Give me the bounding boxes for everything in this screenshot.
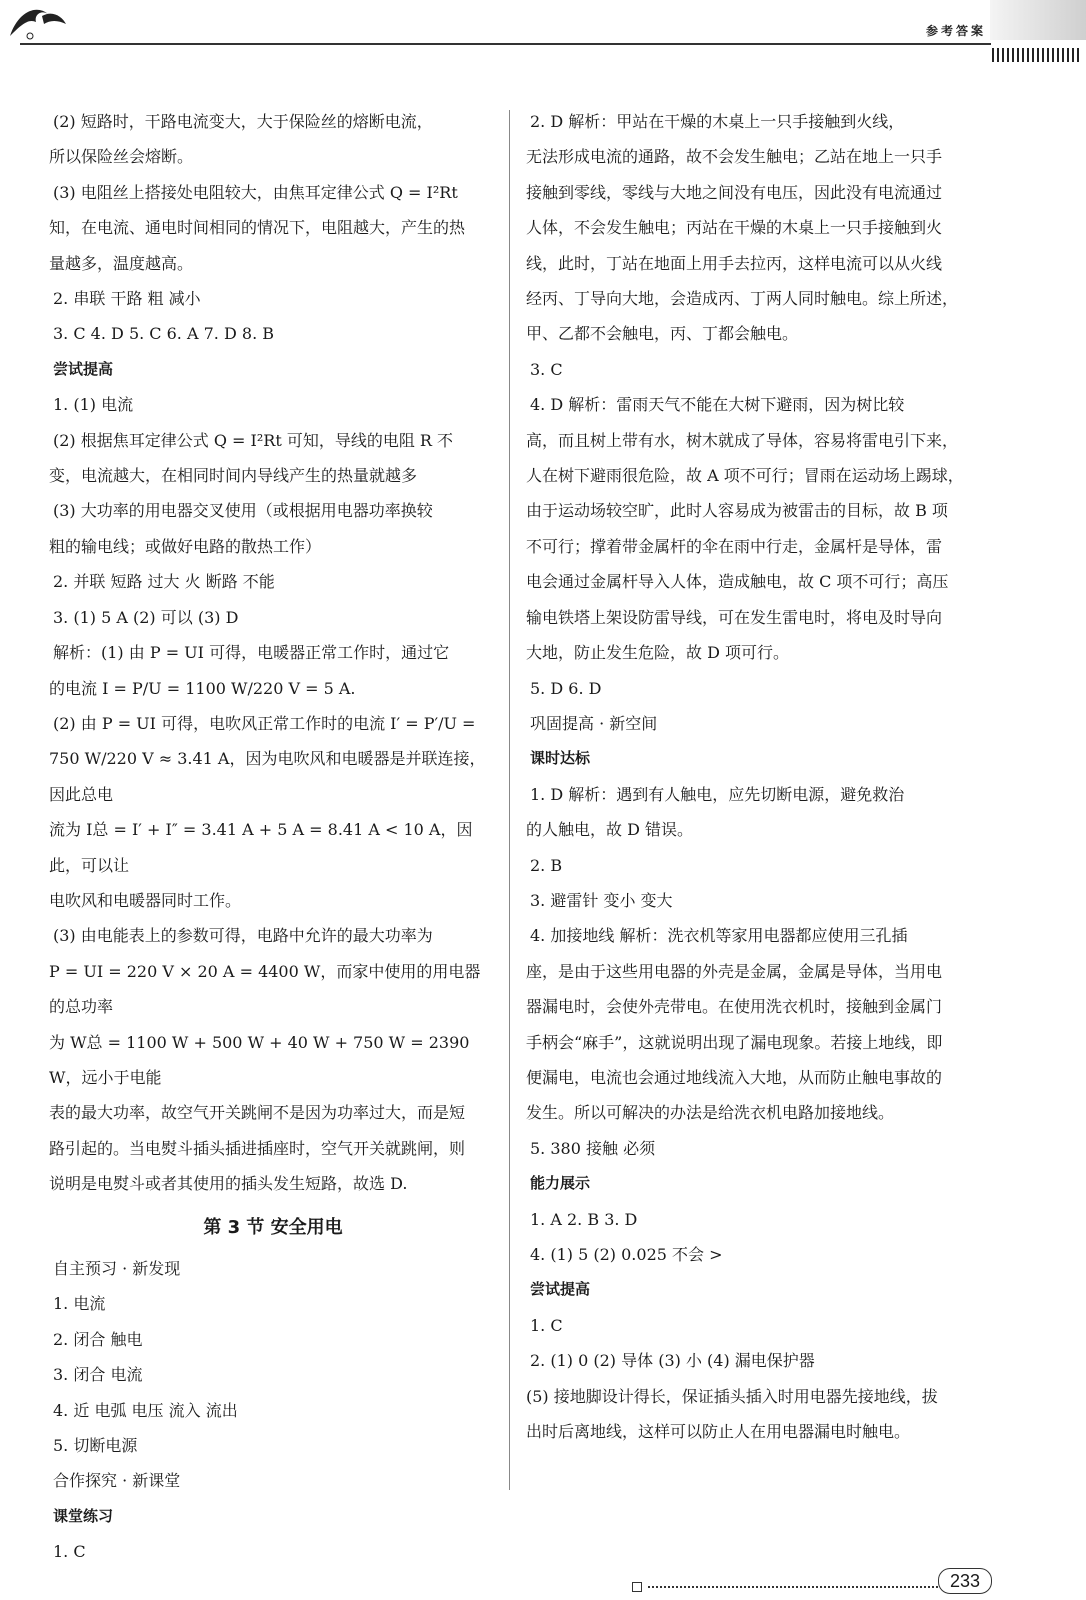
text-line: 1. C [530, 1315, 563, 1335]
text-line: 出时后离地线，这样可以防止人在用电器漏电时触电。 [526, 1422, 911, 1442]
text-line: 量越多，温度越高。 [49, 253, 194, 273]
text-line: 4. (1) 5 (2) 0.025 不会 > [530, 1245, 723, 1264]
text-line: 1. (1) 电流 [53, 395, 134, 415]
subheading: 课堂练习 [53, 1506, 114, 1525]
section-label: 合作探究 · 新课堂 [53, 1471, 181, 1491]
section-label: 巩固提高 · 新空间 [530, 713, 658, 733]
page-number: 233 [938, 1568, 992, 1594]
page-footer [620, 1571, 981, 1600]
text-line: 路引起的。当电熨斗插头插进插座时，空气开关就跳闸，则 [49, 1138, 466, 1158]
text-line: 4. 加接地线 解析：洗衣机等家用电器都应使用三孔插 [530, 926, 908, 946]
text-line: 经丙、丁导向大地，会造成丙、丁两人同时触电。综上所述， [526, 289, 959, 309]
text-line: 大地，防止发生危险，故 D 项可行。 [526, 643, 790, 663]
text-line: 5. 切断电源 [53, 1436, 138, 1456]
formula-line: 流为 I总 = I′ + I″ = 3.41 A + 5 A = 8.41 A < 10 A，因此，可以让 [49, 820, 473, 875]
text-line: 由于运动场较空旷，此时人容易成为被雷击的目标，故 B 项 [526, 501, 948, 521]
text-line: 1. C [53, 1542, 86, 1562]
text-line: 表的最大功率，故空气开关跳闸不是因为功率过大，而是短 [49, 1103, 466, 1123]
text-line: 高，而且树上带有水，树木就成了导体，容易将雷电引下来， [526, 430, 959, 450]
text-line: 说明是电熨斗或者其使用的插头发生短路，故选 D. [49, 1174, 408, 1194]
text-line: 知，在电流、通电时间相同的情况下，电阻越大，产生的热 [49, 218, 466, 238]
text-line: 发生。所以可解决的办法是给洗衣机电路加接地线。 [526, 1103, 895, 1123]
text-line: (2) 短路时，干路电流变大，大于保险丝的熔断电流， [53, 112, 433, 131]
text-line: (3) 大功率的用电器交叉使用（或根据用电器功率换较 [53, 501, 433, 521]
subheading: 能力展示 [530, 1174, 591, 1193]
page-header [0, 0, 1086, 70]
text-line: 2. D 解析：甲站在干燥的木桌上一只手接触到火线， [530, 112, 905, 131]
header-rule [20, 43, 991, 45]
right-column [526, 104, 1008, 1449]
text-line: 的人触电，故 D 错误。 [526, 820, 694, 840]
text-line: 所以保险丝会熔断。 [49, 147, 194, 167]
subheading: 尝试提高 [530, 1280, 591, 1299]
text-line: (5) 接地脚设计得长，保证插头插入时用电器先接地线，拔 [526, 1386, 938, 1406]
formula-line: 为 W总 = 1100 W + 500 W + 40 W + 750 W = 2390 W，远小于电能 [49, 1032, 470, 1087]
text-line: (3) 由电能表上的参数可得，电路中允许的最大功率为 [53, 926, 433, 946]
text-line: 2. (1) 0 (2) 导体 (3) 小 (4) 漏电保护器 [530, 1351, 815, 1371]
text-line: 5. 380 接触 必须 [530, 1138, 656, 1158]
text-line: 电会通过金属杆导入人体，造成触电，故 C 项不可行；高压 [526, 572, 949, 592]
column-divider [509, 110, 510, 1490]
text-line: 5. D 6. D [530, 678, 602, 698]
formula-line: 750 W/220 V ≈ 3.41 A，因为电吹风和电暖器是并联连接，因此总电 [49, 749, 486, 804]
subheading: 尝试提高 [53, 359, 114, 378]
text-line: 3. 避雷针 变小 变大 [530, 890, 673, 910]
formula-line: P = UI = 220 V × 20 A = 4400 W，而家中使用的用电器的总功率 [49, 961, 481, 1017]
left-column [49, 104, 493, 1570]
wave-logo-icon [8, 2, 68, 42]
formula-line: 的电流 I = P/U = 1100 W/220 V = 5 A. [49, 678, 356, 698]
section-title: 第 3 节 安全用电 [203, 1216, 343, 1238]
text-line: 1. 电流 [53, 1294, 106, 1314]
text-line: 2. B [530, 855, 563, 875]
section-label: 自主预习 · 新发现 [53, 1259, 181, 1278]
text-line: 手柄会“麻手”，这就说明出现了漏电现象。若接上地线，即 [526, 1032, 943, 1052]
barcode-decoration [992, 48, 1082, 62]
text-line: 1. A 2. B 3. D [530, 1209, 638, 1229]
text-line: 解析：(1) 由 P = UI 可得，电暖器正常工作时，通过它 [53, 643, 450, 663]
text-line: 3. (1) 5 A (2) 可以 (3) D [53, 607, 239, 627]
text-line: 粗的输电线；或做好电路的散热工作） [49, 536, 322, 556]
square-icon [632, 1582, 642, 1592]
subheading: 课时达标 [530, 749, 591, 768]
text-line: 线，此时，丁站在地面上用手去拉丙，这样电流可以从火线 [526, 253, 943, 273]
text-line: 变，电流越大，在相同时间内导线产生的热量就越多 [49, 466, 418, 486]
text-line: 2. 并联 短路 过大 火 断路 不能 [53, 572, 275, 592]
text-line: 3. C [530, 359, 563, 379]
text-line: 人体，不会发生触电；丙站在干燥的木桌上一只手接触到火 [526, 218, 943, 238]
text-line: (3) 电阻丝上搭接处电阻较大，由焦耳定律公式 Q = I²Rt [53, 182, 458, 202]
text-line: 不可行；撑着带金属杆的伞在雨中行走，金属杆是导体，雷 [526, 536, 943, 556]
text-line: 无法形成电流的通路，故不会发生触电；乙站在地上一只手 [526, 147, 943, 167]
text-line: 电吹风和电暖器同时工作。 [49, 890, 242, 910]
text-line: 1. D 解析：遇到有人触电，应先切断电源，避免救治 [530, 784, 905, 804]
text-line: 2. 闭合 触电 [53, 1329, 143, 1349]
text-line: 便漏电，电流也会通过地线流入大地，从而防止触电事故的 [526, 1067, 943, 1087]
dotted-leader [648, 1586, 938, 1588]
text-line: 4. D 解析：雷雨天气不能在大树下避雨，因为树比较 [530, 395, 905, 415]
text-line: 座，是由于这些用电器的外壳是金属，金属是导体，当用电 [526, 961, 943, 981]
text-line: 4. 近 电弧 电压 流入 流出 [53, 1400, 238, 1420]
text-line: 器漏电时，会使外壳带电。在使用洗衣机时，接触到金属门 [526, 997, 943, 1017]
header-band [990, 0, 1086, 40]
formula-line: (2) 由 P = UI 可得，电吹风正常工作时的电流 I′ = P′/U = [53, 713, 476, 733]
text-line: 2. 串联 干路 粗 减小 [53, 289, 201, 309]
text-line: 甲、乙都不会触电，丙、丁都会触电。 [526, 324, 799, 344]
text-line: (2) 根据焦耳定律公式 Q = I²Rt 可知，导线的电阻 R 不 [53, 430, 454, 450]
text-line: 3. 闭合 电流 [53, 1365, 143, 1385]
text-line: 接触到零线，零线与大地之间没有电压，因此没有电流通过 [526, 182, 943, 202]
header-title: 参考答案 [925, 24, 986, 38]
text-line: 人在树下避雨很危险，故 A 项不可行；冒雨在运动场上踢球， [526, 466, 964, 486]
text-line: 输电铁塔上架设防雷导线，可在发生雷电时，将电及时导向 [526, 607, 943, 627]
text-line: 3. C 4. D 5. C 6. A 7. D 8. B [53, 324, 274, 344]
